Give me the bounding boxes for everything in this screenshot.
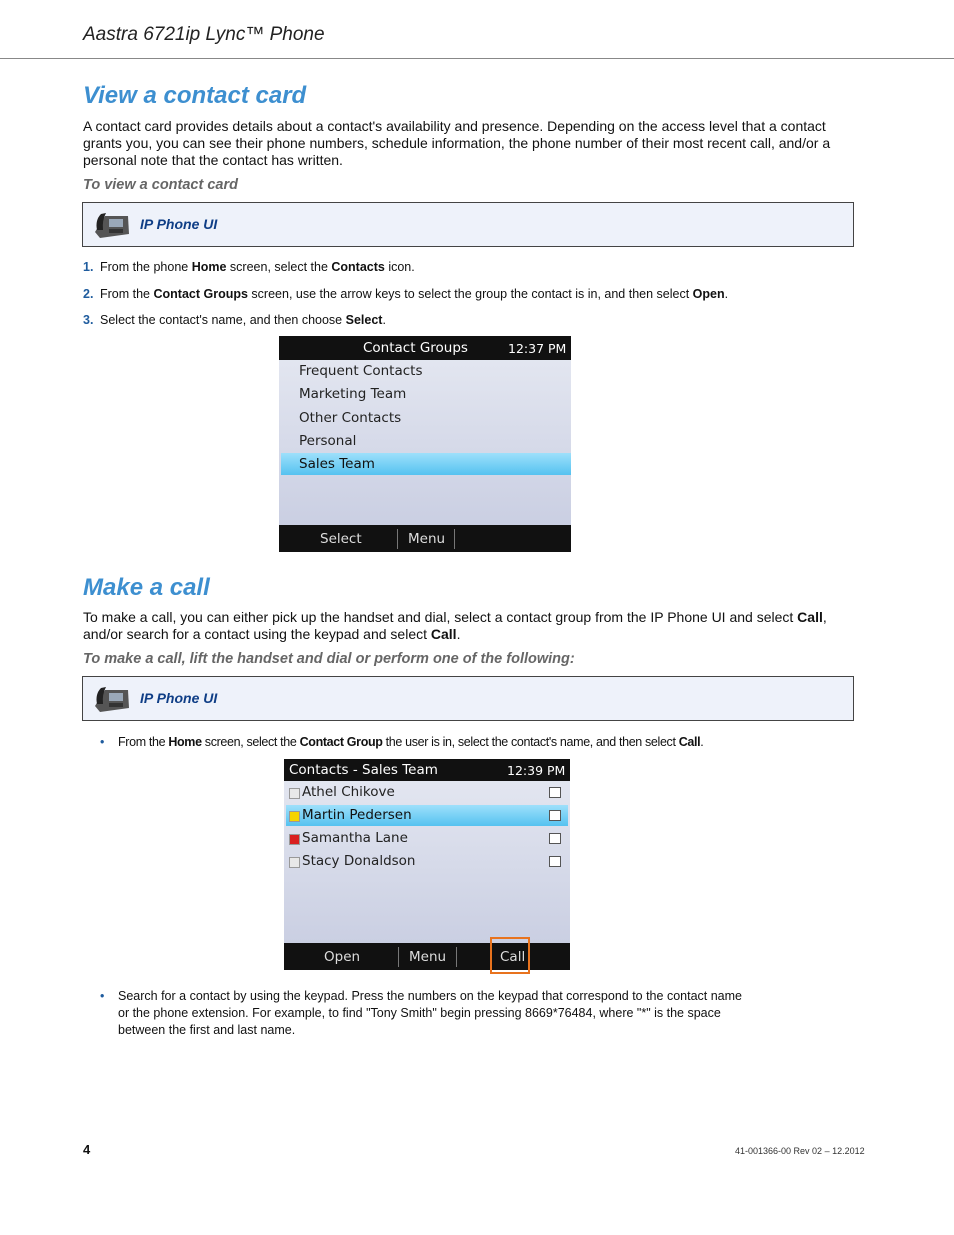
screen-clock: 12:39 PM — [507, 763, 566, 778]
softkey-call[interactable]: Call — [500, 949, 526, 965]
softkey-select[interactable]: Select — [320, 531, 362, 547]
header-rule — [0, 58, 954, 59]
bullet-text: . — [700, 735, 704, 749]
screen-title: Contacts - Sales Team — [289, 762, 438, 778]
ip-phone-ui-box — [82, 202, 854, 247]
bullet-dot: • — [100, 735, 105, 749]
group-item-other-contacts[interactable]: Other Contacts — [299, 410, 402, 426]
bullet-dot: • — [100, 989, 105, 1003]
contact-groups-screen — [279, 336, 571, 552]
step-3 — [83, 313, 386, 327]
step-number: 2. — [83, 287, 94, 301]
presence-icon — [289, 834, 300, 845]
presence-icon — [289, 811, 300, 822]
screen-title-bar — [279, 336, 571, 360]
intro-bold: Call — [797, 609, 823, 625]
ip-phone-icon — [92, 210, 132, 240]
group-item-sales-team: Sales Team — [299, 456, 375, 472]
contact-item-stacy-donaldson[interactable]: Stacy Donaldson — [302, 853, 416, 869]
presence-icon — [289, 857, 300, 868]
intro-text: , and/or search for a contact using the keypad and select — [83, 609, 827, 642]
contact-card-icon[interactable] — [549, 833, 561, 844]
step-text: . — [724, 287, 729, 301]
softkey-open[interactable]: Open — [324, 949, 361, 965]
step-text: screen, use the arrow keys to select the group the contact is in, and then select — [247, 287, 693, 301]
contact-item-martin-pedersen: Martin Pedersen — [302, 807, 412, 823]
softkey-menu[interactable]: Menu — [409, 949, 447, 965]
step-text: From the phone — [100, 260, 192, 274]
bullet-bold: Home — [168, 735, 202, 749]
step-text: screen, select the — [226, 260, 332, 274]
ip-phone-icon — [92, 684, 132, 714]
screen-title: Contact Groups — [363, 340, 468, 356]
section2-subheading: To make a call, lift the handset and dial or perform one of the following: — [83, 651, 575, 667]
bullet-2 — [100, 988, 760, 1040]
bullet-1 — [100, 734, 860, 751]
softkey-menu[interactable]: Menu — [408, 531, 446, 547]
selected-group-highlight[interactable] — [281, 453, 571, 475]
step-text: From the — [100, 287, 154, 301]
group-item-marketing-team[interactable]: Marketing Team — [299, 386, 407, 402]
section-heading-make-a-call: Make a call — [83, 574, 210, 601]
contact-card-icon[interactable] — [549, 856, 561, 867]
bullet-text: screen, select the — [201, 735, 300, 749]
section1-intro: A contact card provides details about a contact's availability and presence. Depending on the access level that a contact grants you, you can see their phone numbers, schedule information, the phone number of their most recent call, and/or a personal note that the contact has written. — [83, 118, 831, 168]
ip-phone-ui-label: IP Phone UI — [140, 216, 218, 232]
bullet-bold: Call — [678, 735, 701, 749]
document-header-title: Aastra 6721ip Lync™ Phone — [83, 24, 325, 45]
step-bold: Contact Groups — [153, 287, 248, 301]
step-text: icon. — [384, 260, 415, 274]
softkey-separator — [456, 947, 457, 967]
contact-item-athel-chikove[interactable]: Athel Chikove — [302, 784, 395, 800]
softkey-separator — [454, 529, 455, 549]
group-item-frequent-contacts[interactable]: Frequent Contacts — [299, 363, 423, 379]
ip-phone-ui-box — [82, 676, 854, 721]
screen-title-bar — [284, 759, 570, 781]
bullet-1-text — [118, 734, 703, 751]
step-number: 1. — [83, 260, 94, 274]
step-bold: Select — [345, 313, 383, 327]
ip-phone-ui-label: IP Phone UI — [140, 690, 218, 706]
softkey-separator — [398, 947, 399, 967]
call-softkey-highlight-box — [490, 937, 530, 974]
step-1 — [83, 260, 415, 274]
contact-card-icon[interactable] — [549, 787, 561, 798]
bullet-2-text: Search for a contact by using the keypad. Press the numbers on the keypad that correspond to the contact name or the phone extension. For example, to find "Tony Smith" begin pressing 8669*76484, where "*" is the space between the first and last name. — [118, 989, 742, 1037]
page-number: 4 — [83, 1142, 91, 1157]
document-revision: 41-001366-00 Rev 02 – 12.2012 — [735, 1146, 865, 1156]
step-text: . — [382, 313, 386, 327]
softkey-bar — [279, 525, 571, 552]
section1-subheading: To view a contact card — [83, 177, 238, 193]
intro-bold: Call — [430, 626, 457, 642]
softkey-separator — [397, 529, 398, 549]
step-bold: Home — [191, 260, 227, 274]
contact-card-icon[interactable] — [549, 810, 561, 821]
section-heading-view-contact-card: View a contact card — [83, 82, 307, 109]
step-text: Select the contact's name, and then choose — [100, 313, 346, 327]
step-number: 3. — [83, 313, 94, 327]
section2-intro — [83, 609, 858, 643]
step-bold: Open — [692, 287, 725, 301]
bullet-text: From the — [118, 735, 169, 749]
screen-clock: 12:37 PM — [508, 341, 567, 356]
bullet-text: the user is in, select the contact's name, and then select — [382, 735, 679, 749]
bullet-bold: Contact Group — [299, 735, 383, 749]
selected-contact-highlight[interactable] — [286, 805, 568, 826]
intro-text: To make a call, you can either pick up the handset and dial, select a contact group from the IP Phone UI and select — [83, 609, 798, 625]
group-item-personal[interactable]: Personal — [299, 433, 357, 449]
step-2 — [83, 287, 728, 301]
presence-icon — [289, 788, 300, 799]
contact-item-samantha-lane[interactable]: Samantha Lane — [302, 830, 408, 846]
step-bold: Contacts — [331, 260, 385, 274]
intro-text: . — [456, 626, 461, 642]
